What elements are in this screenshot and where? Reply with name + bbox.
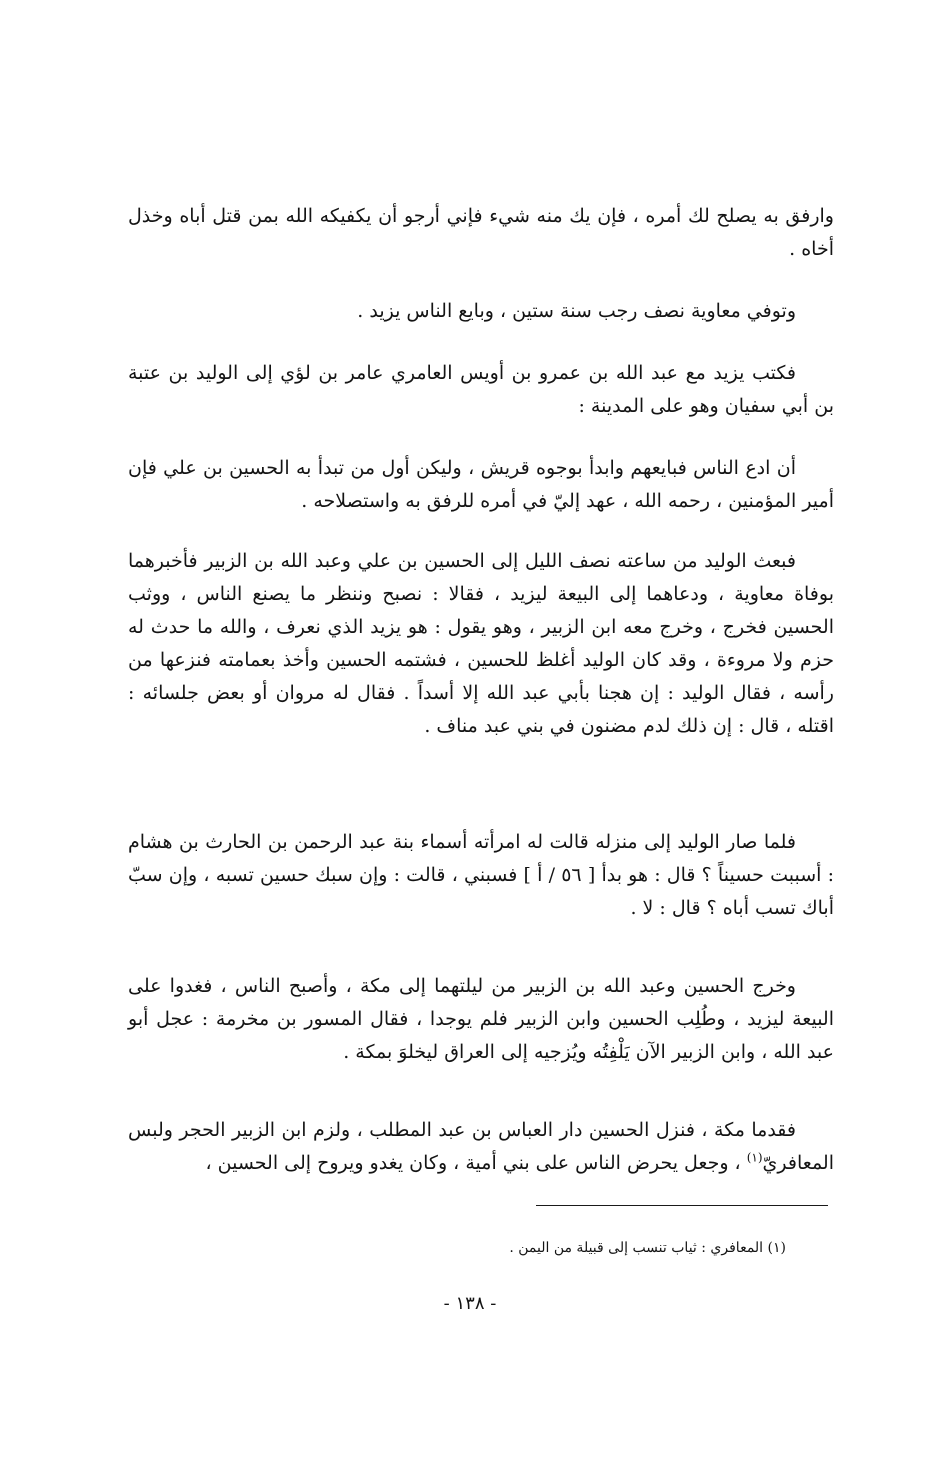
- paragraph-7: وخرج الحسين وعبد الله بن الزبير من ليلتهما إلى مكة ، وأصبح الناس ، فغدوا على البيعة ليزيد ، وطُلِب الحسين وابن الزبير فلم يوجدا ، فقال المسور بن مخرمة : عجل أبو عبد الله ، وابن الزبير الآن يَلْفِتُه ويُزجيه إلى العراق ليخلوَ بمكة .: [128, 975, 834, 1063]
- footnote-divider: [536, 1205, 828, 1206]
- footnote-marker: (١): [746, 1150, 763, 1165]
- paragraph-8-tail: ، وجعل يحرض الناس على بني أمية ، وكان يغدو ويروح إلى الحسين ،: [205, 1152, 747, 1174]
- paragraph-6: فلما صار الوليد إلى منزله قالت له امرأته أسماء بنة عبد الرحمن بن الحارث بن هشام : أسببت حسيناً ؟ قال : هو بدأ [ ٥٦ / أ ] فسبني ، قالت : وإن سبك حسين تسبه ، وإن سبّ أباك تسب أباه ؟ قال : لا .: [128, 831, 834, 919]
- paragraph-2: وتوفي معاوية نصف رجب سنة ستين ، وبايع الناس يزيد .: [357, 300, 796, 322]
- paragraph-5: فبعث الوليد من ساعته نصف الليل إلى الحسين بن علي وعبد الله بن الزبير فأخبرهما بوفاة معاوية ، ودعاهما إلى البيعة ليزيد ، فقالا : نصبح وننظر ما يصنع الناس ، ووثب الحسين فخرج ، وخرج معه ابن الزبير ، وهو يقول : هو يزيد الذي نعرف ، والله ما حدث له حزم ولا مروءة ، وقد كان الوليد أغلظ للحسين ، فشتمه الحسين وأخذ بعمامته فنزعها من رأسه ، فقال الوليد : إن هجنا بأبي عبد الله إلا أسداً . فقال له مروان أو بعض جلسائه : اقتله ، قال : إن ذلك لدم مضنون في بني عبد مناف .: [128, 550, 835, 737]
- paragraph-3: فكتب يزيد مع عبد الله بن عمرو بن أويس العامري عامر بن لؤي إلى الوليد بن عتبة بن أبي سفيان وهو على المدينة :: [128, 362, 834, 417]
- paragraph-4: أن ادع الناس فبايعهم وابدأ بوجوه قريش ، وليكن أول من تبدأ به الحسين بن علي فإن أمير المؤمنين ، رحمه الله ، عهد إليّ في أمره للرفق به واستصلاحه .: [128, 457, 834, 512]
- paragraph-1: وارفق به يصلح لك أمره ، فإن يك منه شيء فإني أرجو أن يكفيكه الله بمن قتل أباه وخذل أخاه .: [128, 205, 834, 260]
- paragraph-8: [128, 1114, 834, 1180]
- footnote: (١) المعافري : ثياب تنسب إلى قبيلة من اليمن .: [509, 1240, 786, 1256]
- page-number: - ١٣٨ -: [443, 1293, 497, 1314]
- paragraph-8-head: فقدما مكة ، فنزل الحسين دار العباس بن عبد المطلب ، ولزم ابن الزبير الحجر ولبس المعافريّ: [128, 1119, 834, 1174]
